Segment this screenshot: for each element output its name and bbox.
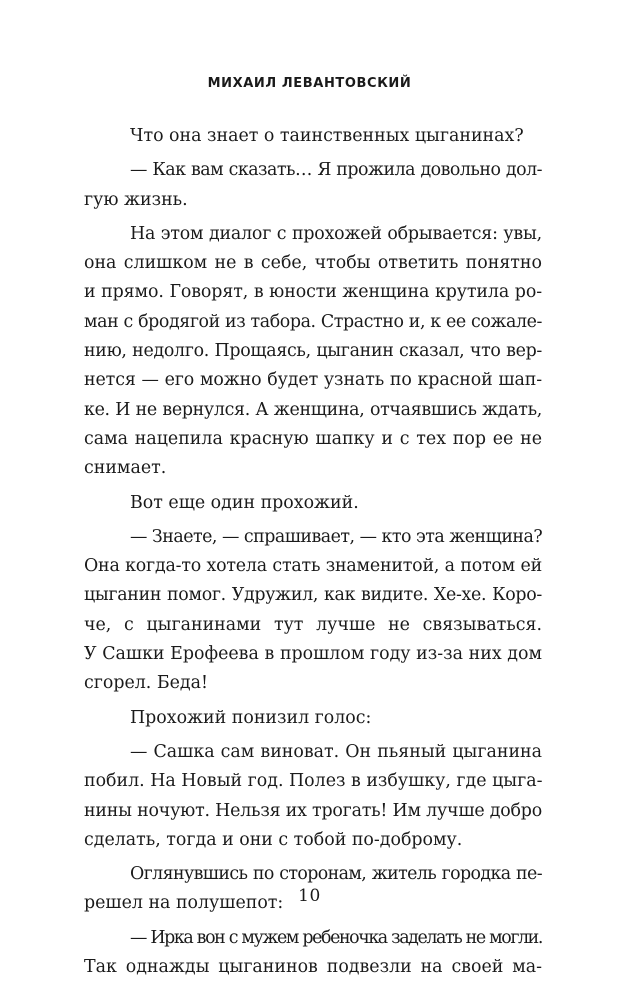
text-line: сделать, тогда и они с тобой по-доброму. — [84, 829, 463, 850]
text-line: — Знаете, — спрашивает, — кто эта женщина? — [130, 526, 543, 547]
text-line: сгорел. Беда! — [84, 673, 208, 694]
paragraph — [84, 523, 542, 699]
text-line: решел на полушепот: — [84, 893, 284, 914]
text-line: нется — его можно будет узнать по красной шап- — [84, 370, 542, 391]
text-line: — Ирка вон с мужем ребеночка заделать не могли. — [130, 927, 542, 948]
text-line: ман с бродягой из табора. Страстно и, к ее сожале- — [84, 311, 542, 332]
paragraph — [84, 924, 542, 983]
text-line: гую жизнь. — [84, 189, 188, 210]
paragraph — [84, 156, 542, 215]
text-line: и прямо. Говорят, в юности женщина крутила ро- — [84, 282, 542, 303]
text-line: сама нацепила красную шапку и с тех пор ее не — [84, 428, 542, 449]
text-line: побил. На Новый год. Полез в избушку, где цыга- — [84, 771, 543, 792]
text-line: На этом диалог с прохожей обрывается: увы, — [130, 223, 542, 244]
text-line: Оглянувшись по сторонам, житель городка пе- — [130, 864, 542, 885]
text-line: — Сашка сам виноват. Он пьяный цыганина — [130, 741, 542, 762]
text-line: Вот еще один прохожий. — [130, 492, 359, 513]
text-line: ке. И не вернулся. А женщина, отчаявшись ждать, — [84, 399, 542, 420]
paragraph — [84, 489, 542, 518]
text-line: нию, недолго. Прощаясь, цыганин сказал, что вер- — [84, 341, 542, 362]
text-line: цыганин помог. Удружил, как видите. Хе-хе. Коро- — [84, 585, 542, 606]
text-line: снимает. — [84, 458, 167, 479]
text-line: Она когда-то хотела стать знаменитой, а потом ей — [84, 556, 542, 577]
text-line: она слишком не в себе, чтобы ответить понятно — [84, 253, 542, 274]
paragraph — [84, 704, 542, 733]
text-line: Что она знает о таинственных цыганинах? — [130, 126, 524, 146]
page-number: 10 — [298, 886, 321, 906]
paragraph — [84, 738, 542, 855]
paragraph — [84, 122, 542, 151]
text-line: нины ночуют. Нельзя их трогать! Им лучше добро — [84, 800, 542, 821]
text-line: У Сашки Ерофеева в прошлом году из-за них дом — [84, 644, 542, 665]
text-line: че, с цыганинами тут лучше не связываться. — [84, 614, 542, 635]
paragraph — [84, 220, 542, 484]
running-head-author: МИХАИЛ ЛЕВАНТОВСКИЙ — [207, 76, 412, 91]
text-line: Прохожий понизил голос: — [130, 707, 372, 728]
body-text — [84, 122, 542, 987]
text-line: Так однажды цыганинов подвезли на своей ма- — [84, 957, 542, 978]
text-line: — Как вам сказать… Я прожила довольно дол- — [130, 160, 542, 181]
